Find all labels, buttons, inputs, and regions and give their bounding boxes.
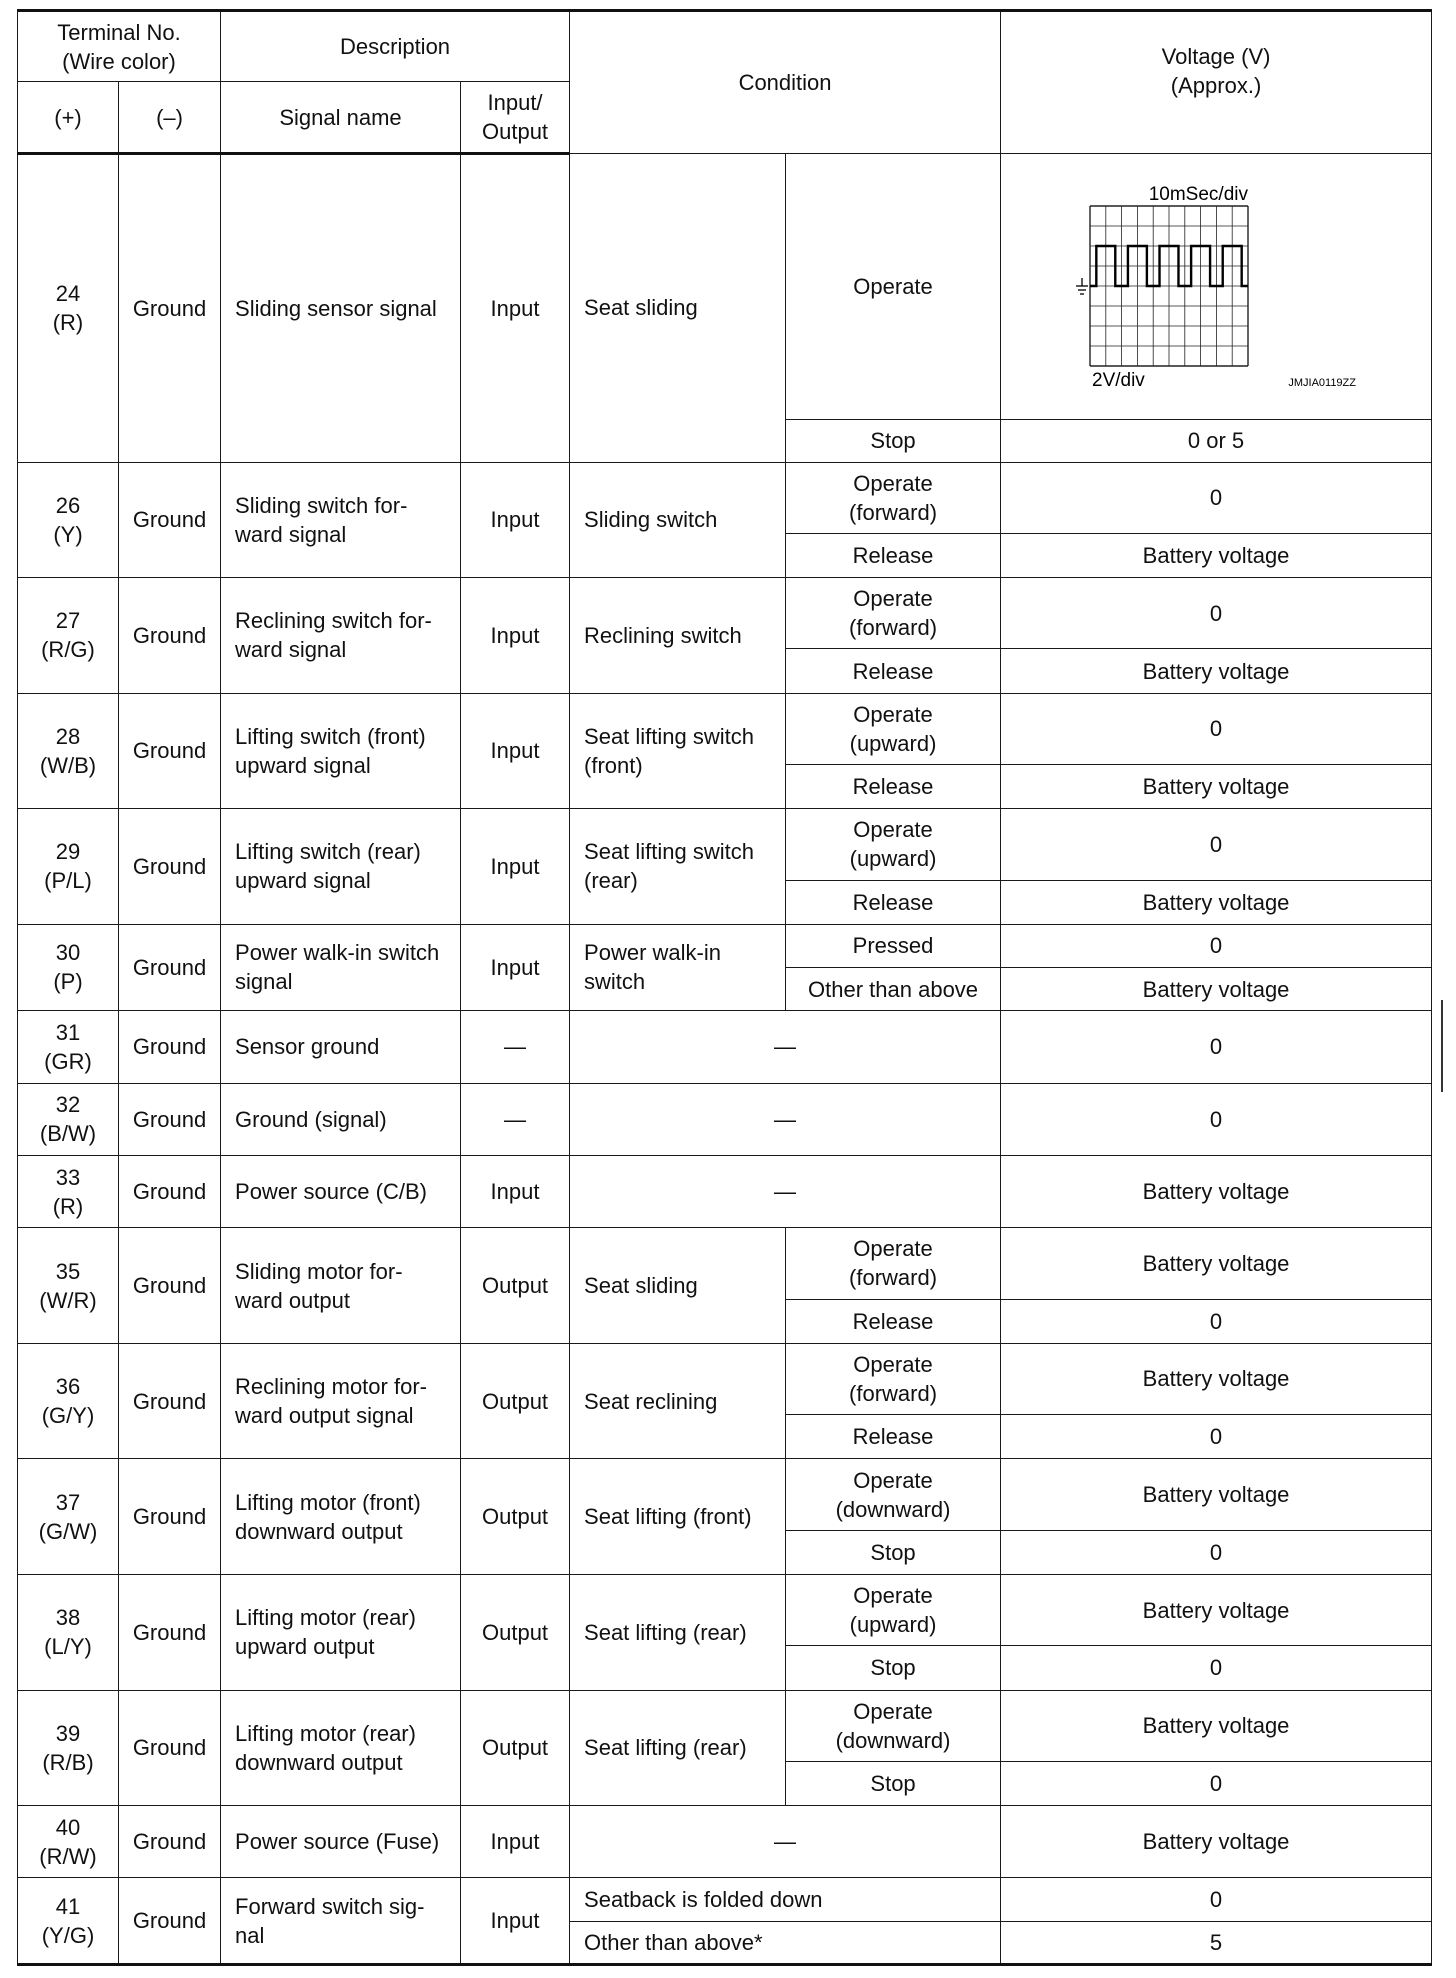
voltage-cell: Battery voltage — [1001, 1806, 1432, 1878]
terminal-cell: 39 (R/B) — [18, 1690, 119, 1806]
condition-cell: — — [570, 1155, 1001, 1227]
header-minus: (–) — [119, 82, 221, 154]
io-cell: Input — [461, 693, 570, 809]
io-cell: Input — [461, 578, 570, 694]
table-row — [18, 462, 1432, 533]
condition-state-cell: Seatback is folded down — [570, 1878, 1001, 1921]
io-cell: Output — [461, 1690, 570, 1806]
ground-cell: Ground — [119, 1806, 221, 1878]
voltage-cell: Battery voltage — [1001, 1690, 1432, 1761]
condition-state-cell: Stop — [786, 1761, 1001, 1805]
condition-state-cell: Operate — [786, 154, 1001, 420]
terminal-cell: 27 (R/G) — [18, 578, 119, 694]
voltage-cell: Battery voltage — [1001, 533, 1432, 577]
ground-cell: Ground — [119, 809, 221, 925]
signal-name-cell: Forward switch sig- nal — [221, 1878, 461, 1965]
voltage-cell: Battery voltage — [1001, 764, 1432, 808]
voltage-cell: 0 — [1001, 693, 1432, 764]
voltage-cell: 5 — [1001, 1921, 1432, 1964]
condition-state-cell: Stop — [786, 1646, 1001, 1690]
signal-name-cell: Sliding motor for- ward output — [221, 1228, 461, 1344]
condition-state-cell: Operate (forward) — [786, 1343, 1001, 1414]
signal-name-cell: Reclining switch for- ward signal — [221, 578, 461, 694]
ground-cell: Ground — [119, 578, 221, 694]
io-cell: Input — [461, 1806, 570, 1878]
condition-cell: — — [570, 1011, 1001, 1083]
io-cell: Output — [461, 1343, 570, 1459]
signal-name-cell: Power source (Fuse) — [221, 1806, 461, 1878]
ground-cell: Ground — [119, 1083, 221, 1155]
condition-cell: Seat lifting switch (front) — [570, 693, 786, 809]
table-row — [18, 924, 1432, 967]
condition-cell: Seat lifting switch (rear) — [570, 809, 786, 925]
io-cell: Input — [461, 1878, 570, 1965]
io-cell: — — [461, 1011, 570, 1083]
header-plus: (+) — [18, 82, 119, 154]
terminal-cell: 29 (P/L) — [18, 809, 119, 925]
condition-state-cell: Operate (downward) — [786, 1459, 1001, 1530]
waveform-cell — [1001, 154, 1432, 420]
condition-cell: — — [570, 1806, 1001, 1878]
ground-cell: Ground — [119, 154, 221, 463]
voltage-cell: Battery voltage — [1001, 967, 1432, 1010]
io-cell: — — [461, 1083, 570, 1155]
header-voltage: Voltage (V) (Approx.) — [1001, 11, 1432, 154]
signal-name-cell: Lifting motor (rear) downward output — [221, 1690, 461, 1806]
ground-cell: Ground — [119, 1878, 221, 1965]
signal-name-cell: Power source (C/B) — [221, 1155, 461, 1227]
condition-cell: Reclining switch — [570, 578, 786, 694]
header-terminal: Terminal No. (Wire color) — [18, 11, 221, 82]
table-row — [18, 693, 1432, 764]
figure-reference-code: JMJIA0119ZZ — [1288, 377, 1357, 390]
condition-state-cell: Stop — [786, 420, 1001, 462]
condition-state-cell: Operate (forward) — [786, 1228, 1001, 1299]
voltage-cell: 0 — [1001, 809, 1432, 880]
voltage-cell: 0 — [1001, 924, 1432, 967]
ground-cell: Ground — [119, 1459, 221, 1575]
table-row — [18, 1155, 1432, 1227]
terminal-cell: 31 (GR) — [18, 1011, 119, 1083]
signal-name-cell: Lifting motor (rear) upward output — [221, 1574, 461, 1690]
ground-cell: Ground — [119, 693, 221, 809]
condition-state-cell: Stop — [786, 1530, 1001, 1574]
voltage-cell: 0 — [1001, 1878, 1432, 1921]
signal-name-cell: Lifting motor (front) downward output — [221, 1459, 461, 1575]
io-cell: Output — [461, 1574, 570, 1690]
condition-state-cell: Release — [786, 649, 1001, 693]
signal-name-cell: Lifting switch (front) upward signal — [221, 693, 461, 809]
table-row — [18, 1228, 1432, 1299]
header-condition: Condition — [570, 11, 1001, 154]
signal-name-cell: Sliding sensor signal — [221, 154, 461, 463]
table-row — [18, 1011, 1432, 1083]
terminal-cell: 33 (R) — [18, 1155, 119, 1227]
signal-name-cell: Ground (signal) — [221, 1083, 461, 1155]
terminal-cell: 35 (W/R) — [18, 1228, 119, 1344]
time-per-div-label: 10mSec/div — [1148, 184, 1249, 206]
voltage-cell: 0 — [1001, 1083, 1432, 1155]
ground-cell: Ground — [119, 1228, 221, 1344]
ground-cell: Ground — [119, 1690, 221, 1806]
condition-state-cell: Operate (upward) — [786, 809, 1001, 880]
signal-name-cell: Power walk-in switch signal — [221, 924, 461, 1010]
condition-state-cell: Release — [786, 880, 1001, 924]
signal-name-cell: Sensor ground — [221, 1011, 461, 1083]
condition-state-cell: Other than above* — [570, 1921, 1001, 1964]
terminal-cell: 37 (G/W) — [18, 1459, 119, 1575]
io-cell: Input — [461, 924, 570, 1010]
voltage-cell: 0 — [1001, 1761, 1432, 1805]
ground-icon — [1076, 278, 1088, 294]
voltage-cell: 0 — [1001, 462, 1432, 533]
terminal-cell: 36 (G/Y) — [18, 1343, 119, 1459]
table-row — [18, 1343, 1432, 1414]
signal-name-cell: Reclining motor for- ward output signal — [221, 1343, 461, 1459]
voltage-cell: 0 — [1001, 1530, 1432, 1574]
terminal-cell: 24 (R) — [18, 154, 119, 463]
table-row — [18, 1083, 1432, 1155]
condition-state-cell: Operate (forward) — [786, 462, 1001, 533]
voltage-cell: Battery voltage — [1001, 1574, 1432, 1645]
io-cell: Output — [461, 1228, 570, 1344]
header-description: Description — [221, 11, 570, 82]
condition-cell: Power walk-in switch — [570, 924, 786, 1010]
condition-cell: Seat sliding — [570, 154, 786, 463]
signal-name-cell: Lifting switch (rear) upward signal — [221, 809, 461, 925]
voltage-cell: Battery voltage — [1001, 880, 1432, 924]
terminal-cell: 28 (W/B) — [18, 693, 119, 809]
header-signal-name: Signal name — [221, 82, 461, 154]
io-cell: Input — [461, 809, 570, 925]
condition-cell: Seat lifting (front) — [570, 1459, 786, 1575]
condition-state-cell: Release — [786, 764, 1001, 808]
ground-cell: Ground — [119, 924, 221, 1010]
voltage-cell: 0 — [1001, 1646, 1432, 1690]
scope-grid — [1090, 206, 1248, 366]
io-cell: Input — [461, 1155, 570, 1227]
terminal-voltage-table — [17, 9, 1432, 1966]
voltage-cell: 0 — [1001, 1011, 1432, 1083]
terminal-cell: 38 (L/Y) — [18, 1574, 119, 1690]
condition-state-cell: Operate (upward) — [786, 693, 1001, 764]
io-cell: Input — [461, 462, 570, 578]
terminal-cell: 40 (R/W) — [18, 1806, 119, 1878]
table-row — [18, 1459, 1432, 1530]
ground-cell: Ground — [119, 1155, 221, 1227]
condition-state-cell: Release — [786, 1415, 1001, 1459]
table-row — [18, 154, 1432, 420]
table-row — [18, 1690, 1432, 1761]
ground-cell: Ground — [119, 1574, 221, 1690]
voltage-cell: 0 — [1001, 1299, 1432, 1343]
table-row — [18, 1806, 1432, 1878]
condition-state-cell: Operate (downward) — [786, 1690, 1001, 1761]
voltage-cell: Battery voltage — [1001, 1459, 1432, 1530]
condition-cell: Seat reclining — [570, 1343, 786, 1459]
condition-state-cell: Release — [786, 533, 1001, 577]
table-row — [18, 1574, 1432, 1645]
io-cell: Input — [461, 154, 570, 463]
ground-cell: Ground — [119, 1343, 221, 1459]
ground-cell: Ground — [119, 462, 221, 578]
table-row — [18, 1878, 1432, 1921]
table-row — [18, 809, 1432, 880]
terminal-cell: 41 (Y/G) — [18, 1878, 119, 1965]
oscilloscope-waveform — [1066, 174, 1366, 399]
voltage-cell: Battery voltage — [1001, 1155, 1432, 1227]
signal-name-cell: Sliding switch for- ward signal — [221, 462, 461, 578]
voltage-cell: 0 — [1001, 578, 1432, 649]
io-cell: Output — [461, 1459, 570, 1575]
condition-cell: Sliding switch — [570, 462, 786, 578]
terminal-cell: 32 (B/W) — [18, 1083, 119, 1155]
header-input-output: Input/ Output — [461, 82, 570, 154]
condition-state-cell: Operate (forward) — [786, 578, 1001, 649]
condition-cell: — — [570, 1083, 1001, 1155]
condition-state-cell: Pressed — [786, 924, 1001, 967]
voltage-cell: Battery voltage — [1001, 1228, 1432, 1299]
condition-cell: Seat lifting (rear) — [570, 1574, 786, 1690]
margin-mark — [1441, 1000, 1443, 1092]
condition-cell: Seat sliding — [570, 1228, 786, 1344]
table-row — [18, 578, 1432, 649]
condition-state-cell: Other than above — [786, 967, 1001, 1010]
terminal-cell: 30 (P) — [18, 924, 119, 1010]
voltage-cell: 0 or 5 — [1001, 420, 1432, 462]
voltage-cell: Battery voltage — [1001, 649, 1432, 693]
voltage-cell: Battery voltage — [1001, 1343, 1432, 1414]
condition-cell: Seat lifting (rear) — [570, 1690, 786, 1806]
ground-cell: Ground — [119, 1011, 221, 1083]
volts-per-div-label: 2V/div — [1092, 370, 1145, 392]
voltage-cell: 0 — [1001, 1415, 1432, 1459]
terminal-cell: 26 (Y) — [18, 462, 119, 578]
condition-state-cell: Release — [786, 1299, 1001, 1343]
condition-state-cell: Operate (upward) — [786, 1574, 1001, 1645]
